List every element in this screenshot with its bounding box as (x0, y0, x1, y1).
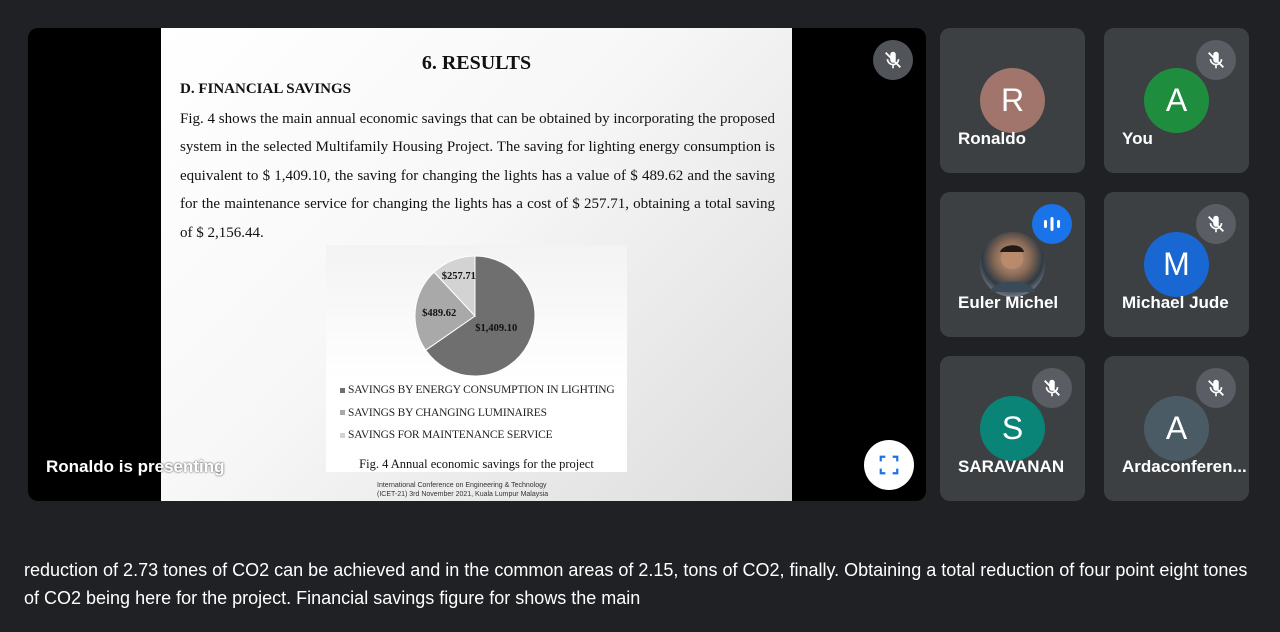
participant-tile-saravanan[interactable] (940, 356, 1085, 501)
slide-title: 6. RESULTS (421, 52, 532, 74)
profile-photo (980, 232, 1045, 297)
avatar: A (1144, 68, 1209, 133)
legend-label: SAVINGS BY ENERGY CONSUMPTION IN LIGHTING (348, 384, 615, 397)
avatar: S (980, 396, 1045, 461)
mic-off-icon (1196, 40, 1236, 80)
participant-name: Ronaldo (958, 129, 1026, 148)
legend-entry (340, 402, 614, 425)
avatar: R (980, 68, 1045, 133)
legend-swatch (340, 410, 345, 415)
footer-line-2: (ICET-21) 3rd November 2021, Kuala Lumpur Malaysia (377, 491, 549, 498)
participant-name: Euler Michel (958, 293, 1059, 312)
pie-chart (326, 245, 627, 379)
participant-tile-euler-michel[interactable] (940, 192, 1085, 337)
legend-label: SAVINGS FOR MAINTENANCE SERVICE (348, 429, 553, 442)
participant-name: Ardaconferen... (1122, 457, 1247, 476)
savings-pie-figure (326, 245, 627, 472)
footer-line-1: International Conference on Engineering & Technology (377, 482, 547, 489)
participant-name: Michael Jude (1122, 293, 1229, 312)
legend-swatch (340, 388, 345, 393)
participant-tile-michael-jude[interactable] (1104, 192, 1249, 337)
presenting-label: Ronaldo is presenting (46, 457, 225, 476)
figure-caption: Fig. 4 Annual economic savings for the project (359, 457, 594, 471)
participant-name: SARAVANAN (958, 457, 1065, 476)
conference-footer (377, 481, 548, 499)
participant-name: You (1122, 129, 1153, 148)
pie-data-label: $1,409.10 (475, 323, 518, 335)
fullscreen-icon (878, 454, 900, 476)
legend-label: SAVINGS BY CHANGING LUMINAIRES (348, 406, 547, 419)
presentation-slide (161, 28, 792, 501)
chart-legend (340, 379, 614, 447)
presentation-stage[interactable] (28, 28, 926, 501)
legend-entry (340, 379, 614, 402)
slide-subtitle: D. FINANCIAL SAVINGS (180, 81, 352, 97)
mic-off-icon (1196, 204, 1236, 244)
participant-tile-ardaconferen[interactable] (1104, 356, 1249, 501)
mic-off-icon (1032, 368, 1072, 408)
avatar: A (1144, 396, 1209, 461)
avatar: M (1144, 232, 1209, 297)
pie-data-label: $257.71 (441, 271, 476, 283)
participant-tile-you[interactable] (1104, 28, 1249, 173)
legend-swatch (340, 433, 345, 438)
mic-off-icon (1196, 368, 1236, 408)
pie-data-label: $489.62 (422, 308, 457, 320)
legend-entry (340, 424, 614, 447)
live-captions: reduction of 2.73 tones of CO2 can be achieved and in the common areas of 2.15, tons of CO2, finally. Obtaining a total reduction of four point eight tones of CO2 being here for the project. Financial savings figure for shows the main (24, 560, 1248, 608)
participant-tile-ronaldo[interactable] (940, 28, 1085, 173)
mic-off-icon (873, 40, 913, 80)
slide-body-text: Fig. 4 shows the main annual economic savings that can be obtained by incorporating the proposed system in the selected Multifamily Housing Project. The saving for lighting energy consumption is equivalent to $ 1,409.10, the saving for changing the lights has a value of $ 489.62 and the saving for the maintenance service for changing the lights has a cost of $ 257.71, obtaining a total saving of $ 2,156.44. (180, 111, 775, 241)
fullscreen-button[interactable] (864, 440, 914, 490)
